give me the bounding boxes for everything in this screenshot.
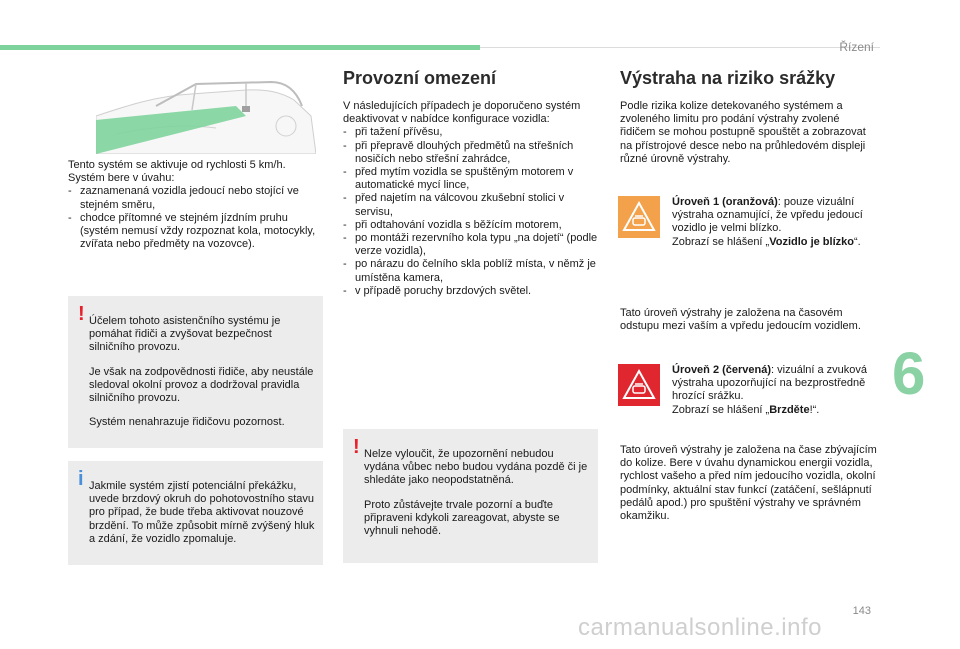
warning-exclamation-icon: ! [353, 436, 360, 458]
section-title-operating-limits: Provozní omezení [343, 68, 497, 88]
list-item: - při tažení přívěsu, [343, 126, 598, 139]
level2-label: Úroveň 2 (červená) [672, 364, 772, 376]
level2-note: Tato úroveň výstrahy je založena na čase zbývajícím do kolize. Bere v úvahu dynamickou energii vozidla, rychlost vašeho a před ním jedoucího vozidla, okolní podmínky, aktuální stav funkcí (zatáčení, sešlápnutí pedálů apod.) pro spuštění výstrahy ve správném okamžiku. [620, 444, 877, 523]
collision-intro: Podle rizika kolize detekovaného systémem a zvoleného limitu pro podání výstrahy zvolené řidičem se mohou postupně spouštět a zobrazovat na přístrojové desce nebo na průhledovém displeji různé úrovně výstrahy. [620, 100, 866, 165]
level1-message: Vozidlo je blízko [769, 235, 854, 248]
section-title-collision-warning: Výstraha na riziko srážky [620, 68, 836, 88]
level1-msg-suffix: “. [853, 235, 861, 248]
list-item: - při odtahování vozidla s běžícím motorem, [343, 219, 598, 232]
chapter-title: Řízení [839, 40, 874, 54]
column-collision-warning [620, 100, 878, 166]
list-item: - po montáži rezervního kola typu „na dojetí“ (podle verze vozidla), [343, 232, 598, 258]
list-item: - chodce přítomné ve stejném jízdním pruhu (systém nemusí vždy rozpoznat kola, motocykly, zvířata nebo předměty na vozovce). [68, 212, 323, 252]
list-item: - v případě poruchy brzdových světel. [343, 285, 598, 298]
collision-warning-red-icon [618, 364, 660, 406]
detects-list [68, 185, 323, 251]
info-text: Jakmile systém zjistí potenciální překážku, uvede brzdový okruh do pohotovostního stavu pro případ, že bude třeba aktivovat nouzové brzdění. To může způsobit mírně zvýšený hluk a zdání, že vozidlo zpomaluje. [89, 480, 315, 545]
detects-heading: Systém bere v úvahu: [68, 172, 175, 185]
warning-line: Je však na zodpovědnosti řidiče, aby neustále sledoval okolní provoz a dodržoval pravidla silničního provozu. [89, 365, 314, 405]
limits-list [343, 126, 598, 298]
car-camera-illustration [96, 76, 316, 154]
level2-description [672, 364, 882, 417]
list-item: - před najetím na válcovou zkušební stolici v servisu, [343, 192, 598, 218]
level1-description [672, 196, 882, 249]
level1-label: Úroveň 1 (oranžová) [672, 196, 778, 208]
level2-message: Brzděte [769, 403, 810, 416]
level1-desc: : pouze vizuální výstraha oznamující, že vpředu jedoucí vozidlo je velmi blízko. [672, 196, 863, 235]
info-box-brake-prefill [68, 461, 323, 565]
warning-line: Účelem tohoto asistenčního systému je pomáhat řidiči a zvyšovat bezpečnost silničního provozu. [89, 315, 281, 354]
page-number: 143 [852, 605, 871, 617]
info-icon: i [78, 468, 84, 490]
list-item: - zaznamenaná vozidla jedoucí nebo stojící ve stejném směru, [68, 185, 323, 211]
watermark-text: carmanualsonline.info [578, 614, 822, 641]
warning-box-false-alerts [343, 429, 598, 563]
level1-note: Tato úroveň výstrahy je založena na časovém odstupu mezi vaším a vpředu jedoucím vozidlem. [620, 307, 861, 333]
warning-box-driver-responsibility [68, 296, 323, 448]
limits-intro: V následujících případech je doporučeno systém deaktivovat v nabídce konfigurace vozidla: [343, 100, 581, 126]
activation-speed-text: Tento systém se aktivuje od rychlosti 5 km/h. [68, 159, 286, 171]
warning-line: Proto zůstávejte trvale pozorní a buďte připraveni kdykoli zareagovat, abyste se vyhnuli nehodě. [364, 498, 560, 538]
level2-msg-prefix: Zobrazí se hlášení „ [672, 403, 770, 416]
warning-line: Nelze vyloučit, že upozornění nebudou vydána vůbec nebo budou vydána pozdě či je shledáte jako neopodstatněná. [364, 448, 588, 487]
list-item: - po nárazu do čelního skla poblíž místa, v němž je umístěna kamera, [343, 258, 598, 284]
chapter-color-bar [0, 45, 480, 50]
chapter-number: 6 [892, 340, 926, 407]
column-system-intro [68, 159, 323, 251]
level2-msg-suffix: !“. [809, 403, 820, 416]
level1-msg-prefix: Zobrazí se hlášení „ [672, 235, 770, 248]
column-operating-limits [343, 100, 598, 298]
level2-desc: : vizuální a zvuková výstraha upozorňující na bezprostředně hrozící srážku. [672, 364, 868, 403]
collision-warning-orange-icon [618, 196, 660, 238]
list-item: - před mytím vozidla se spuštěným motorem v automatické mycí lince, [343, 166, 598, 192]
header-rule [480, 47, 880, 48]
warning-exclamation-icon: ! [78, 303, 85, 325]
list-item: - při přepravě dlouhých předmětů na střešních nosičích nebo střešní zahrádce, [343, 140, 598, 166]
warning-line: Systém nenahrazuje řidičovu pozornost. [89, 416, 285, 429]
